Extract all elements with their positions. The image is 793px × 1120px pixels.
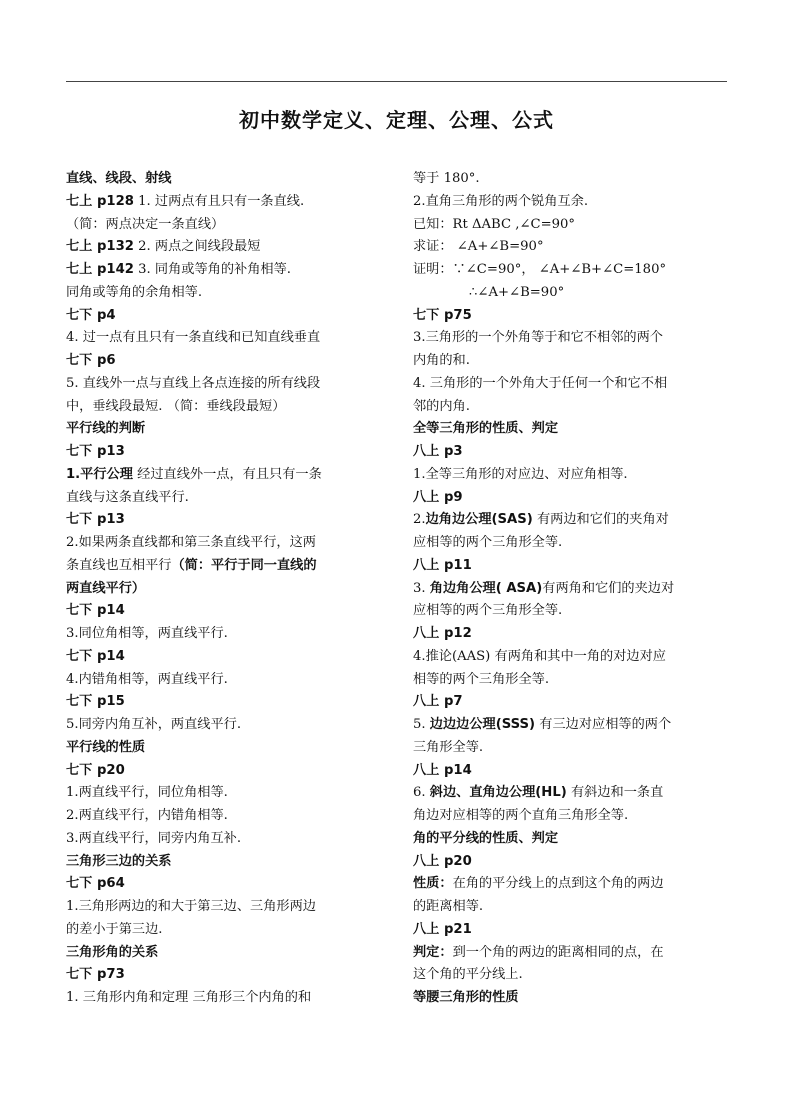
bold-text: 八上 p3 (413, 444, 463, 459)
text-segment: ∴∠A+∠B=90° (469, 284, 565, 300)
bold-text: 三角形角的关系 (66, 944, 159, 960)
text-segment: 5.同旁内角互补，两直线平行. (66, 717, 242, 732)
left-column (66, 168, 386, 1010)
text-line (66, 327, 386, 350)
text-segment: 4.推论(AAS) 有两角和其中一角的对边对应 (413, 648, 666, 664)
bold-text: 边角边公理(SAS) (425, 512, 533, 528)
text-line (66, 600, 386, 623)
bold-text: 斜边、直角边公理(HL) (429, 785, 567, 801)
bold-text: 七下 p13 (66, 512, 125, 528)
text-line (413, 555, 729, 578)
text-line (413, 737, 729, 760)
bold-text: 八上 p14 (413, 762, 472, 778)
text-segment: 这个角的平分线上. (413, 967, 523, 983)
text-segment: 1. 过两点有且只有一条直线. (133, 193, 305, 209)
text-segment: 相等的两个三角形全等. (413, 671, 550, 687)
text-line (66, 942, 386, 965)
text-segment: 3. (413, 580, 430, 596)
text-line (413, 600, 729, 623)
text-line (413, 168, 729, 191)
text-line (413, 327, 729, 350)
text-segment: 有斜边和一条直 (566, 785, 664, 801)
text-line (413, 623, 729, 646)
text-line (66, 669, 386, 692)
bold-text: （简：平行于同一直线的 (171, 557, 317, 573)
text-segment: 2.直角三角形的两个锐角互余. (413, 193, 589, 209)
text-segment: 在角的平分线上的点到这个角的两边 (452, 876, 664, 892)
bold-text: 1.平行公理 (66, 466, 133, 482)
text-line (66, 555, 386, 578)
text-line (66, 509, 386, 532)
text-line (413, 760, 729, 783)
text-segment: 条直线也互相平行 (66, 557, 172, 573)
text-segment: 1. 三角形内角和定理 三角形三个内角的和 (66, 990, 312, 1005)
bold-text: 性质： (413, 876, 453, 892)
text-line (413, 851, 729, 874)
text-line (66, 805, 386, 828)
text-line (66, 782, 386, 805)
text-line (66, 919, 386, 942)
text-line (66, 214, 386, 237)
text-segment: 的距离相等. (413, 899, 484, 914)
text-segment: 同角或等角的余角相等. (66, 284, 203, 300)
bold-text: 八上 p12 (413, 626, 472, 641)
bold-text: 等腰三角形的性质 (413, 990, 519, 1005)
bold-text: 全等三角形的性质、判定 (413, 421, 559, 437)
text-line (66, 964, 386, 987)
text-segment: 4. 三角形的一个外角大于任何一个和它不相 (413, 375, 668, 391)
text-segment: 2.两直线平行，内错角相等. (66, 808, 228, 823)
bold-text: 角边角公理( ASA) (429, 580, 543, 596)
text-line (413, 532, 729, 555)
bold-text: 七下 p13 (66, 444, 125, 459)
bold-text: 七上 p142 (66, 262, 134, 277)
bold-text: 七下 p14 (66, 648, 125, 664)
text-line (66, 714, 386, 737)
bold-text: 七下 p64 (66, 876, 125, 892)
text-line (66, 350, 386, 373)
text-line (66, 987, 386, 1010)
bold-text: 七下 p4 (66, 307, 116, 323)
text-segment: 3. 同角或等角的补角相等. (133, 262, 291, 277)
bold-text: 八上 p9 (413, 489, 463, 505)
text-segment: （简：两点决定一条直线） (66, 216, 225, 232)
text-line (413, 714, 729, 737)
text-line (413, 487, 729, 510)
text-line (66, 396, 386, 419)
text-line (413, 578, 729, 601)
text-segment: 2. 两点之间线段最短 (133, 239, 261, 255)
text-line (413, 191, 729, 214)
text-line (413, 214, 729, 237)
text-line (66, 646, 386, 669)
text-line (66, 851, 386, 874)
text-line (66, 373, 386, 396)
text-line (66, 737, 386, 760)
text-line (413, 441, 729, 464)
text-segment: 3.三角形的一个外角等于和它不相邻的两个 (413, 330, 663, 346)
bold-text: 七下 p75 (413, 307, 472, 323)
text-line (413, 350, 729, 373)
bold-text: 七下 p73 (66, 967, 125, 983)
text-segment: 6. (413, 785, 430, 801)
text-line (66, 896, 386, 919)
text-segment: 3.两直线平行，同旁内角互补. (66, 830, 242, 846)
text-line (413, 669, 729, 692)
text-segment: 的差小于第三边. (66, 921, 163, 937)
text-line (413, 987, 729, 1010)
bold-text: 直线、线段、射线 (66, 171, 172, 186)
text-segment: 2.如果两条直线都和第三条直线平行，这两 (66, 535, 316, 550)
bold-text: 七下 p15 (66, 694, 125, 710)
text-line (413, 396, 729, 419)
bold-text: 八上 p7 (413, 694, 463, 710)
text-line (66, 441, 386, 464)
text-segment: 等于 180°. (413, 171, 480, 186)
text-segment: 有两角和它们的夹边对 (542, 580, 675, 596)
text-segment: 2. (413, 512, 426, 528)
text-segment: 3.同位角相等，两直线平行. (66, 626, 228, 641)
bold-text: 三角形三边的关系 (66, 853, 172, 869)
text-segment: 中，垂线段最短. （简：垂线段最短） (66, 398, 286, 414)
text-segment: 已知：Rt ΔABC ,∠C=90° (413, 216, 576, 232)
bold-text: 平行线的判断 (66, 421, 146, 437)
bold-text: 七上 p132 (66, 239, 134, 255)
text-segment: 经过直线外一点，有且只有一条 (132, 466, 322, 482)
text-segment: 直线与这条直线平行. (66, 489, 189, 505)
text-line (413, 691, 729, 714)
text-segment: 角边对应相等的两个直角三角形全等. (413, 808, 629, 823)
text-segment: 1.全等三角形的对应边、对应角相等. (413, 466, 628, 482)
text-line (413, 896, 729, 919)
right-column (413, 168, 729, 1010)
text-line (413, 805, 729, 828)
text-line (66, 259, 386, 282)
text-line (66, 760, 386, 783)
text-line (66, 873, 386, 896)
text-line (66, 464, 386, 487)
bold-text: 八上 p11 (413, 557, 472, 573)
text-segment: 应相等的两个三角形全等. (413, 603, 563, 619)
text-line (66, 578, 386, 601)
text-line (66, 168, 386, 191)
bold-text: 判定： (413, 944, 453, 960)
text-segment: 求证： ∠A+∠B=90° (413, 239, 544, 255)
text-line (413, 464, 729, 487)
text-line (66, 532, 386, 555)
text-line (413, 646, 729, 669)
text-line (413, 305, 729, 328)
text-segment: 有两边和它们的夹角对 (532, 512, 669, 528)
text-segment: 5. 直线外一点与直线上各点连接的所有线段 (66, 375, 321, 391)
text-segment: 1.三角形两边的和大于第三边、三角形两边 (66, 899, 316, 914)
text-line (413, 919, 729, 942)
text-segment: 内角的和. (413, 353, 470, 368)
text-segment: 应相等的两个三角形全等. (413, 535, 563, 550)
text-line (413, 942, 729, 965)
text-line (413, 236, 729, 259)
text-line (66, 828, 386, 851)
text-line (66, 487, 386, 510)
text-segment: 证明：∵∠C=90°， ∠A+∠B+∠C=180° (413, 262, 667, 277)
text-line (66, 282, 386, 305)
text-segment: 5. (413, 717, 430, 732)
text-segment: 三角形全等. (413, 739, 484, 755)
text-line (66, 191, 386, 214)
text-line (66, 623, 386, 646)
text-line (413, 782, 729, 805)
bold-text: 平行线的性质 (66, 739, 146, 755)
text-segment: 到一个角的两边的距离相同的点，在 (452, 944, 664, 960)
text-segment: 邻的内角. (413, 398, 470, 414)
text-segment: 有三边对应相等的两个 (535, 717, 672, 732)
text-line (66, 305, 386, 328)
bold-text: 七下 p6 (66, 353, 116, 368)
bold-text: 两直线平行） (66, 580, 146, 596)
text-line (413, 259, 729, 282)
text-segment: 4.内错角相等，两直线平行. (66, 671, 228, 687)
header-rule (66, 81, 727, 82)
bold-text: 七下 p20 (66, 762, 125, 778)
bold-text: 七上 p128 (66, 193, 134, 209)
text-line (66, 691, 386, 714)
text-line (413, 964, 729, 987)
text-line (413, 509, 729, 532)
text-line (413, 282, 729, 305)
text-line (413, 828, 729, 851)
text-line (413, 418, 729, 441)
bold-text: 八上 p21 (413, 921, 472, 937)
bold-text: 八上 p20 (413, 853, 472, 869)
bold-text: 角的平分线的性质、判定 (413, 830, 559, 846)
text-line (66, 418, 386, 441)
text-line (413, 373, 729, 396)
document-title: 初中数学定义、定理、公理、公式 (239, 108, 554, 132)
bold-text: 七下 p14 (66, 603, 125, 619)
text-line (66, 236, 386, 259)
text-segment: 1.两直线平行，同位角相等. (66, 785, 228, 801)
text-segment: 4. 过一点有且只有一条直线和已知直线垂直 (66, 330, 321, 346)
bold-text: 边边边公理(SSS) (429, 717, 536, 732)
text-line (413, 873, 729, 896)
